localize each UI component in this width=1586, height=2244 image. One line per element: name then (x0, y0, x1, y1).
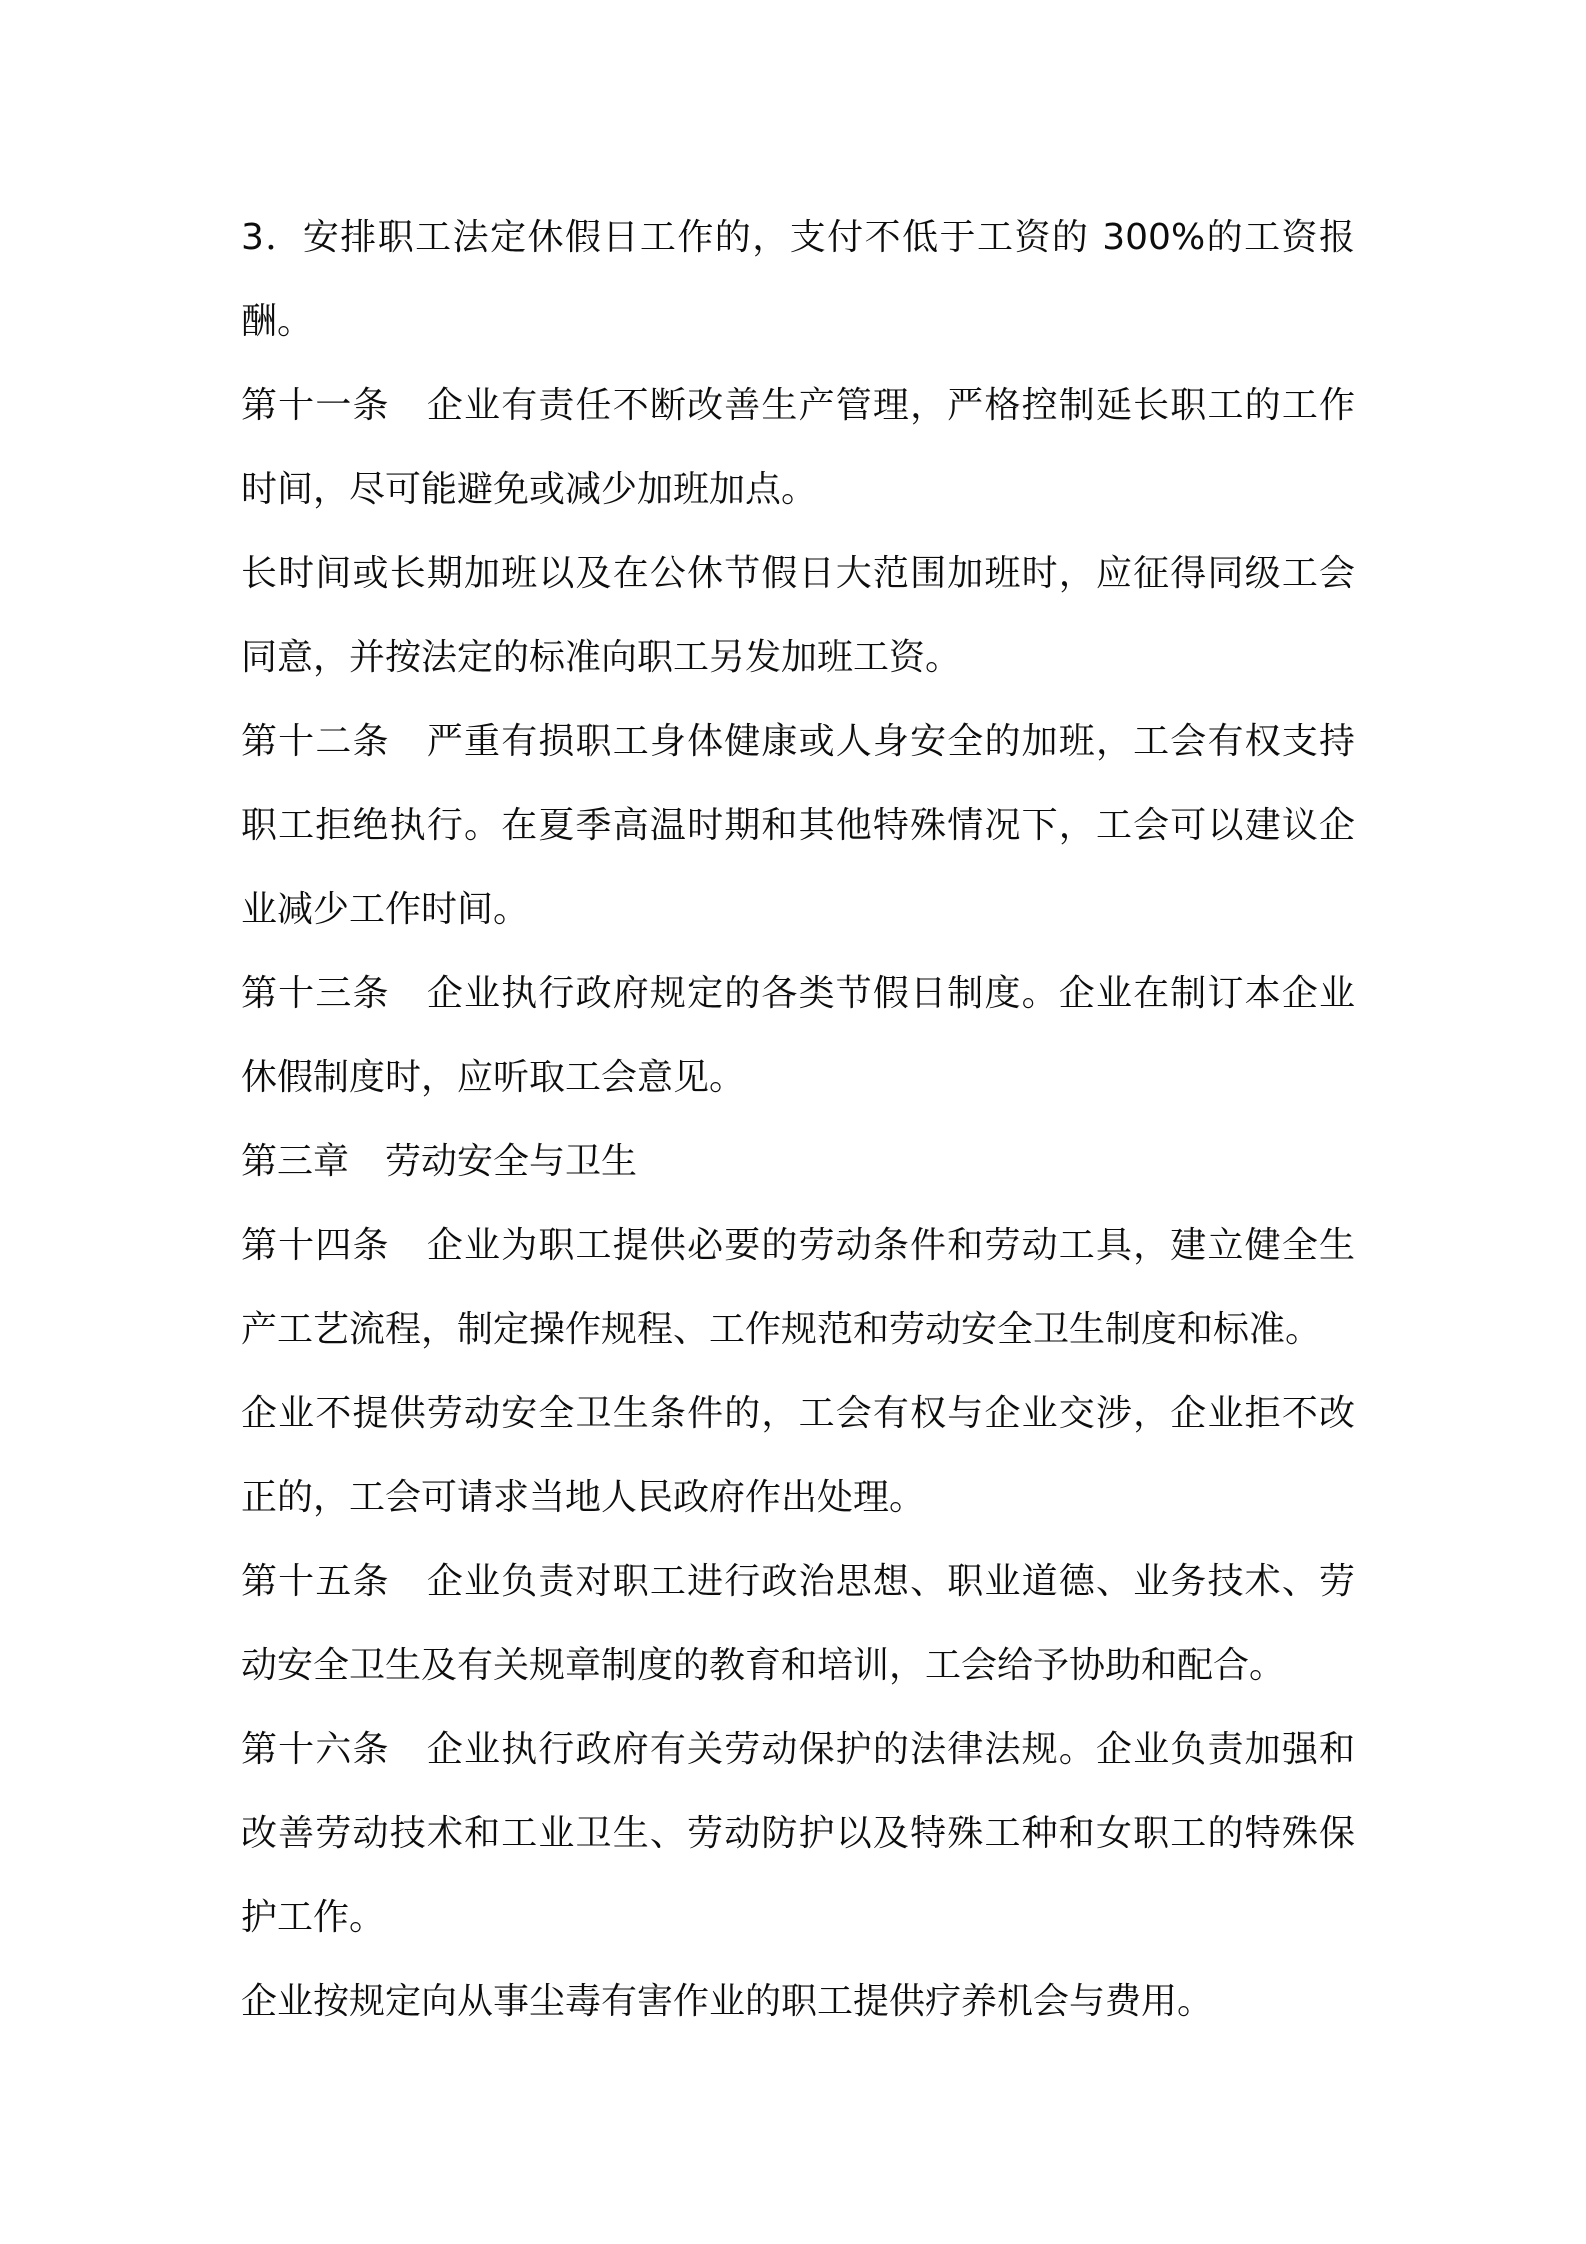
paragraph-item-3-rest-day-pay: 3．安排职工法定休假日工作的，支付不低于工资的 300%的工资报酬。 (241, 217, 1355, 342)
article-16-recuperation: 企业按规定向从事尘毒有害作业的职工提供疗养机会与费用。 (241, 1981, 1214, 2022)
article-13: 第十三条 企业执行政府规定的各类节假日制度。企业在制订本企业休假制度时，应听取工会意见。 (241, 973, 1355, 1098)
article-11: 第十一条 企业有责任不断改善生产管理，严格控制延长职工的工作时间，尽可能避免或减少加班加点。 (241, 385, 1355, 510)
article-11-overtime-union-consent: 长时间或长期加班以及在公休节假日大范围加班时，应征得同级工会同意，并按法定的标准向职工另发加班工资。 (241, 553, 1355, 678)
article-12: 第十二条 严重有损职工身体健康或人身安全的加班，工会有权支持职工拒绝执行。在夏季高温时期和其他特殊情况下，工会可以建议企业减少工作时间。 (241, 721, 1355, 930)
article-14-safety-negotiation: 企业不提供劳动安全卫生条件的，工会有权与企业交涉，企业拒不改正的，工会可请求当地人民政府作出处理。 (241, 1393, 1355, 1518)
chapter-3-heading: 第三章 劳动安全与卫生 (241, 1141, 638, 1182)
article-14: 第十四条 企业为职工提供必要的劳动条件和劳动工具，建立健全生产工艺流程，制定操作规程、工作规范和劳动安全卫生制度和标准。 (241, 1225, 1355, 1350)
article-15: 第十五条 企业负责对职工进行政治思想、职业道德、业务技术、劳动安全卫生及有关规章制度的教育和培训，工会给予协助和配合。 (241, 1561, 1355, 1686)
article-16: 第十六条 企业执行政府有关劳动保护的法律法规。企业负责加强和改善劳动技术和工业卫生、劳动防护以及特殊工种和女职工的特殊保护工作。 (241, 1729, 1355, 1938)
document-page (241, 196, 1355, 2044)
